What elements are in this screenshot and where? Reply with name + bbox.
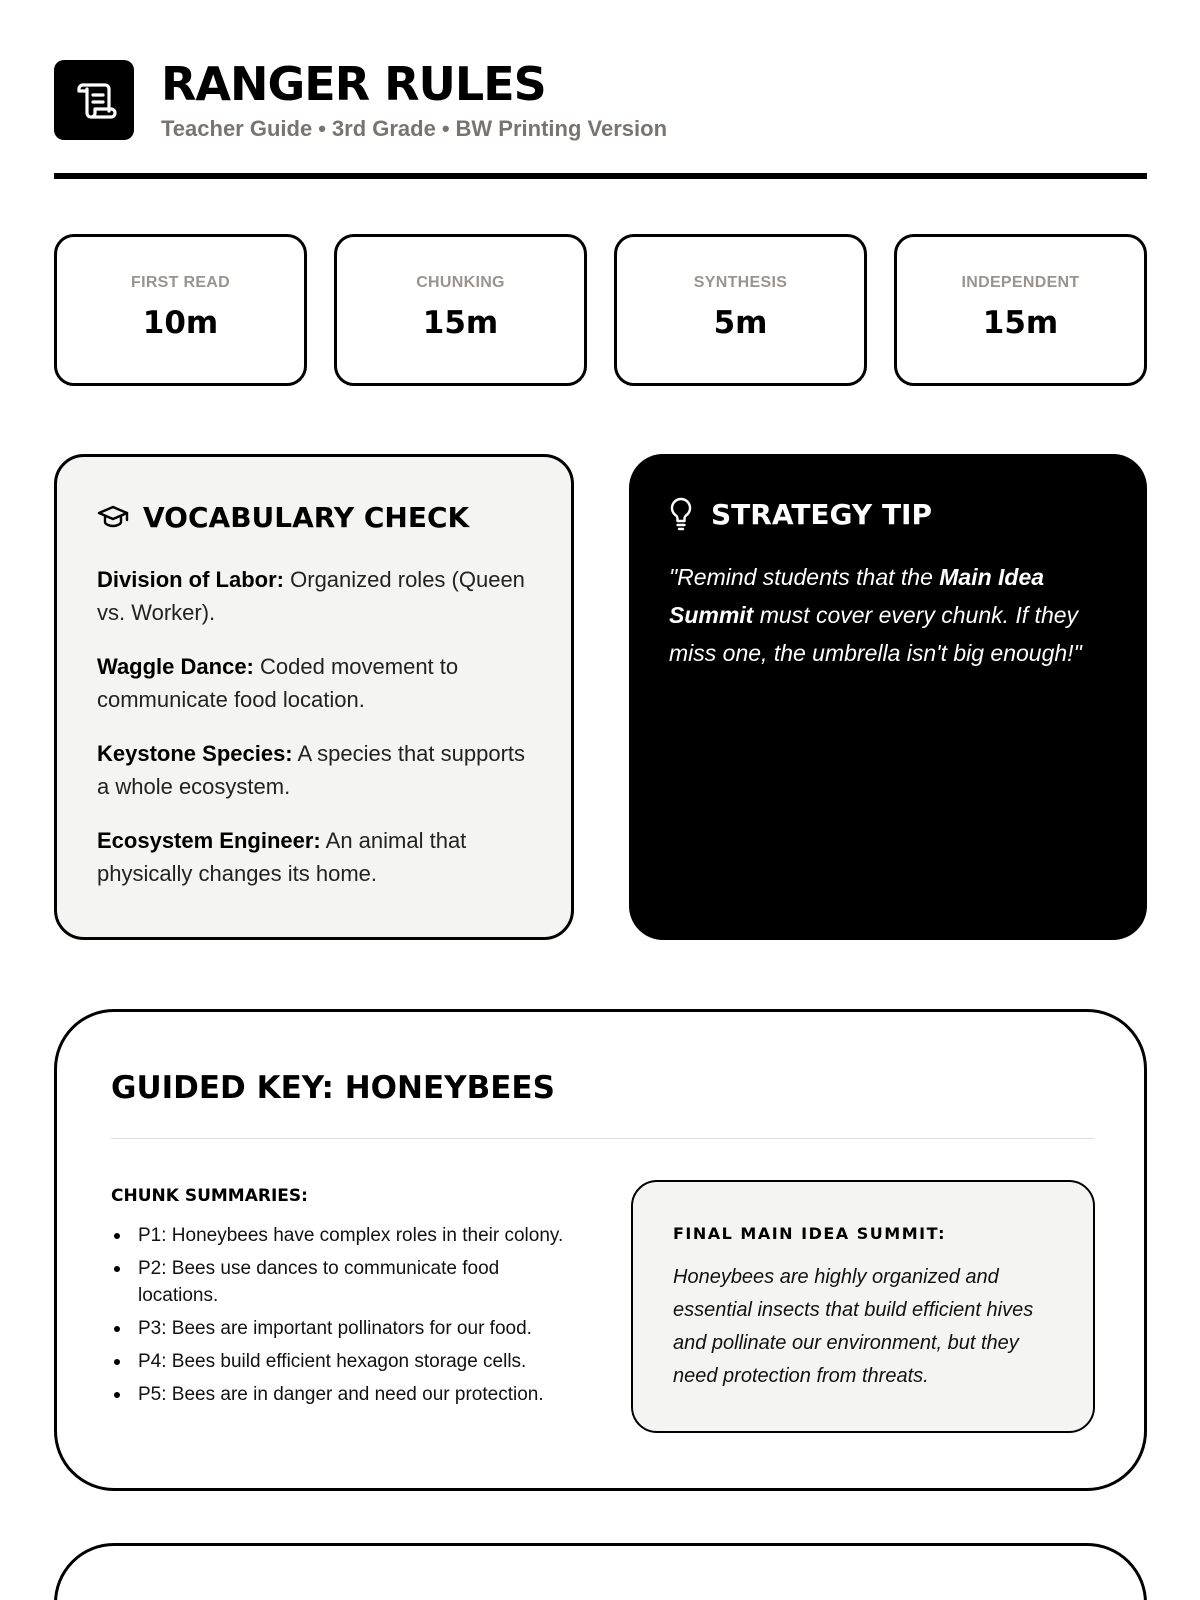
time-card-label: SYNTHESIS — [693, 274, 788, 291]
graduation-cap-icon — [97, 502, 131, 532]
chunk-summary-list — [111, 1222, 581, 1408]
strategy-tip-card — [629, 454, 1147, 940]
time-card-value: 15m — [982, 305, 1059, 341]
time-card-value: 15m — [422, 305, 499, 341]
page-subtitle — [161, 116, 667, 142]
guided-key-divider — [111, 1138, 1094, 1139]
strategy-tip-heading: STRATEGY TIP — [711, 497, 932, 531]
vocabulary-heading: VOCABULARY CHECK — [143, 500, 470, 534]
scroll-icon — [54, 60, 134, 140]
time-card-value: 10m — [142, 305, 219, 341]
strategy-tip-text — [669, 558, 1107, 672]
vocab-item — [97, 737, 531, 803]
next-section-card — [54, 1543, 1147, 1600]
time-card-value: 5m — [713, 305, 768, 341]
lightbulb-icon — [669, 496, 699, 532]
page-title: RANGER RULES — [161, 57, 546, 111]
time-card-label: CHUNKING — [416, 274, 505, 291]
final-main-idea-summit-box — [631, 1180, 1095, 1433]
chunk-summary-item: P5: Bees are in danger and need our protection. — [111, 1381, 581, 1408]
subtitle-part: 3rd Grade — [331, 116, 436, 141]
vocab-item — [97, 824, 531, 890]
time-card-independent — [894, 234, 1147, 386]
page-header — [54, 57, 1147, 178]
tip-text-part: must cover every chunk. If they miss one, the umbrella isn't big enough!" — [669, 602, 1082, 666]
vocab-definition: A species that supports a whole ecosystem. — [97, 741, 526, 799]
chunk-summary-item: P2: Bees use dances to communicate food locations. — [111, 1255, 581, 1309]
vocab-definition: Organized roles (Queen vs. Worker). — [97, 567, 525, 625]
chunk-summary-item: P1: Honeybees have complex roles in their colony. — [111, 1222, 581, 1249]
header-divider — [54, 173, 1147, 179]
vocab-item — [97, 650, 531, 716]
tip-text-emphasis: Main Idea Summit — [669, 564, 1045, 628]
vocabulary-heading-row — [97, 497, 531, 537]
summit-text: Honeybees are highly organized and essential insects that build efficient hives and pollinate our environment, but they need protection from threats. — [673, 1266, 1034, 1387]
chunk-summaries — [111, 1186, 581, 1414]
time-card-label: FIRST READ — [131, 274, 230, 291]
guided-key-card — [54, 1009, 1147, 1491]
vocab-definition: Coded movement to communicate food location. — [97, 654, 459, 712]
time-card-first-read — [54, 234, 307, 386]
time-card-chunking — [334, 234, 587, 386]
chunk-summary-item: P4: Bees build efficient hexagon storage cells. — [111, 1348, 581, 1375]
summit-heading: FINAL MAIN IDEA SUMMIT: — [673, 1224, 947, 1243]
time-allocation-cards — [54, 234, 1147, 386]
vocab-term: Waggle Dance: — [97, 654, 254, 679]
chunk-summary-item: P3: Bees are important pollinators for our food. — [111, 1315, 581, 1342]
subtitle-separator: • — [441, 116, 450, 141]
tip-text-part: "Remind students that the — [669, 564, 940, 590]
subtitle-separator: • — [318, 116, 326, 141]
vocab-term: Keystone Species: — [97, 741, 293, 766]
chunk-summaries-heading: CHUNK SUMMARIES: — [111, 1186, 308, 1206]
time-card-synthesis — [614, 234, 867, 386]
vocab-term: Ecosystem Engineer: — [97, 828, 321, 853]
vocab-item — [97, 563, 531, 629]
subtitle-part: BW Printing Version — [455, 116, 668, 141]
subtitle-part: Teacher Guide — [161, 116, 313, 141]
guided-key-title: GUIDED KEY: HONEYBEES — [111, 1070, 555, 1106]
vocabulary-check-card — [54, 454, 574, 940]
time-card-label: INDEPENDENT — [961, 274, 1080, 291]
vocab-definition: An animal that physically changes its home. — [97, 828, 467, 886]
strategy-tip-heading-row — [669, 494, 1107, 534]
vocab-term: Division of Labor: — [97, 567, 284, 592]
